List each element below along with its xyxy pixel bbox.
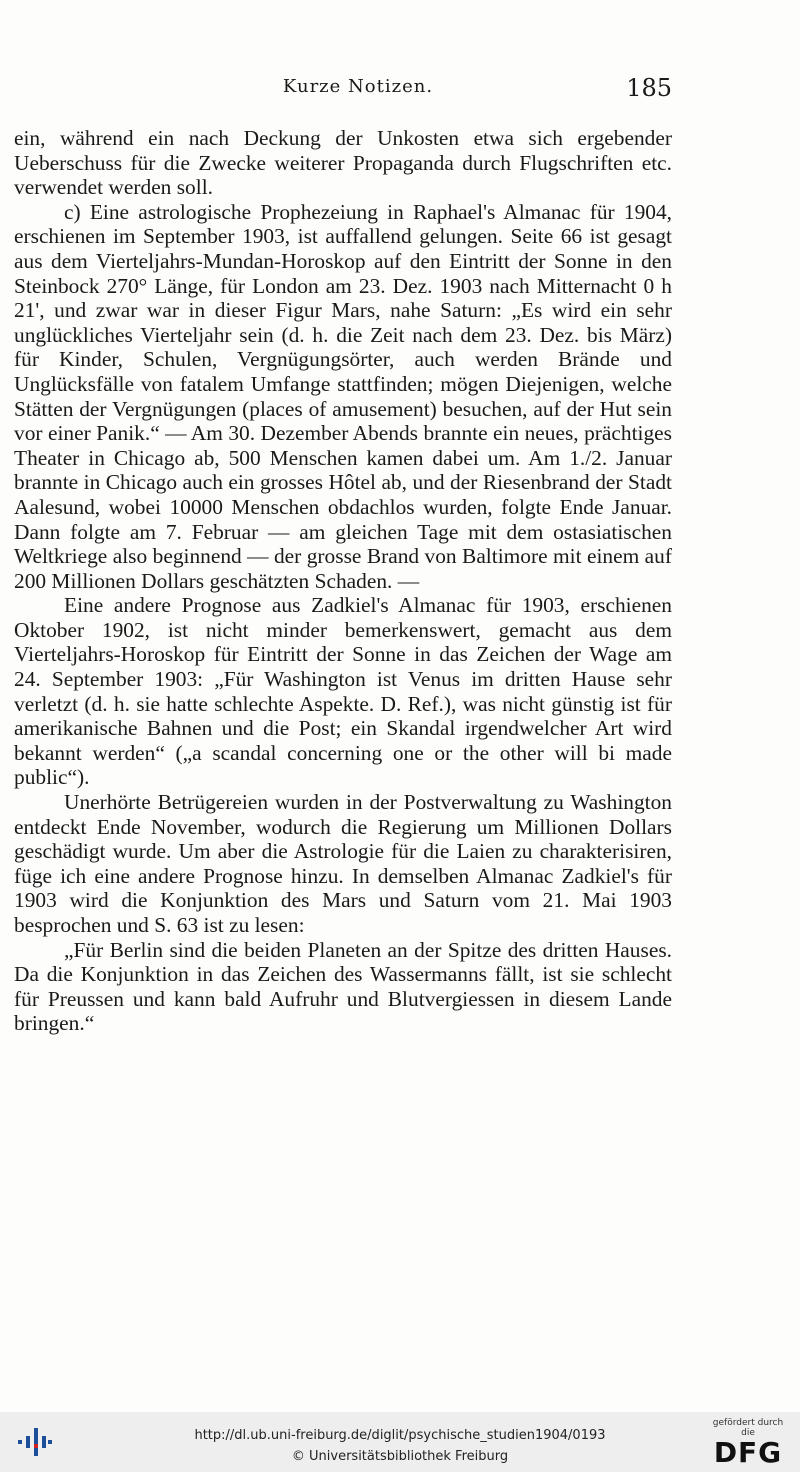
page-number: 185 — [626, 74, 672, 102]
dfg-logo-text: DFG — [713, 1436, 783, 1469]
paragraph-3: Eine andere Prognose aus Zadkiel's Almanac für 1903, erschienen Oktober 1902, ist nicht minder bemerkenswert, gemacht aus dem Vierteljahrs-Horoskop für Eintritt der Sonne in das Zeichen der Wage am 24. September 1903: „Für Washington ist Venus im dritten Hause sehr verletzt (d. h. sie hatte schlechte Aspekte. D. Ref.), was nicht günstig ist für amerikanische Bahnen und die Post; ein Skandal irgendwelcher Art wird bekannt werden“ („a scandal concerning one or the other will bi made public“). — [14, 593, 672, 790]
body-text — [14, 126, 672, 1036]
viewer-footer — [0, 1412, 800, 1472]
copyright-text: © Universitätsbibliothek Freiburg — [291, 1449, 509, 1464]
paragraph-1: ein, während ein nach Deckung der Unkosten etwa sich ergebender Ueberschuss für die Zwecke weiterer Propaganda durch Flugschriften etc. verwendet werden soll. — [14, 126, 672, 200]
paragraph-2: c) Eine astrologische Prophezeiung in Raphael's Almanac für 1904, erschienen im September 1903, ist auffallend gelungen. Seite 66 ist gesagt aus dem Vierteljahrs-Mundan-Horoskop auf den Eintritt der Sonne in den Steinbock 270° Länge, für London am 23. Dez. 1903 nach Mitternacht 0 h 21', und zwar war in dieser Figur Mars, nahe Saturn: „Es wird ein sehr unglückliches Vierteljahr sein (d. h. die Zeit nach dem 23. Dez. bis März) für Kinder, Schulen, Vergnügungsörter, auch werden Brände und Unglücksfälle von fatalem Umfange stattfinden; mögen Diejenigen, welche Stätten der Vergnügungen (places of amusement) besuchen, auf der Hut sein vor einer Panik.“ — Am 30. Dezember Abends brannte ein neues, prächtiges Theater in Chicago ab, 500 Menschen kamen dabei um. Am 1./2. Januar brannte in Chicago auch ein grosses Hôtel ab, und der Riesenbrand der Stadt Aalesund, wobei 10000 Menschen obdachlos wurden, folgte Ende Januar. Dann folgte am 7. Februar — am gleichen Tage mit dem ostasiatischen Weltkriege also beginnend — der grosse Brand von Baltimore mit einem auf 200 Millionen Dollars geschätzten Schaden. — — [14, 199, 672, 593]
source-url-link[interactable]: http://dl.ub.uni-freiburg.de/diglit/psychische_studien1904/0193 — [194, 1428, 606, 1443]
paragraph-4: Unerhörte Betrügereien wurden in der Postverwaltung zu Washington entdeckt Ende November, wodurch die Regierung um Millionen Dollars geschädigt wurde. Um aber die Astrologie für die Laien zu charakterisiren, füge ich eine andere Prognose hinzu. In demselben Almanac Zadkiel's für 1903 wird die Konjunktion des Mars und Saturn vom 21. Mai 1903 besprochen und S. 63 ist zu lesen: — [14, 790, 672, 937]
page-header — [14, 76, 672, 106]
dfg-caption: gefördert durch die — [712, 1418, 784, 1438]
running-head: Kurze Notizen. — [282, 76, 434, 97]
paragraph-5: „Für Berlin sind die beiden Planeten an der Spitze des dritten Hauses. Da die Konjunktion in das Zeichen des Wassermanns fällt, ist sie schlecht für Preussen und kann bald Aufruhr und Blutvergiessen in diesem Lande bringen.“ — [14, 937, 672, 1036]
dfg-logo — [706, 1418, 790, 1468]
